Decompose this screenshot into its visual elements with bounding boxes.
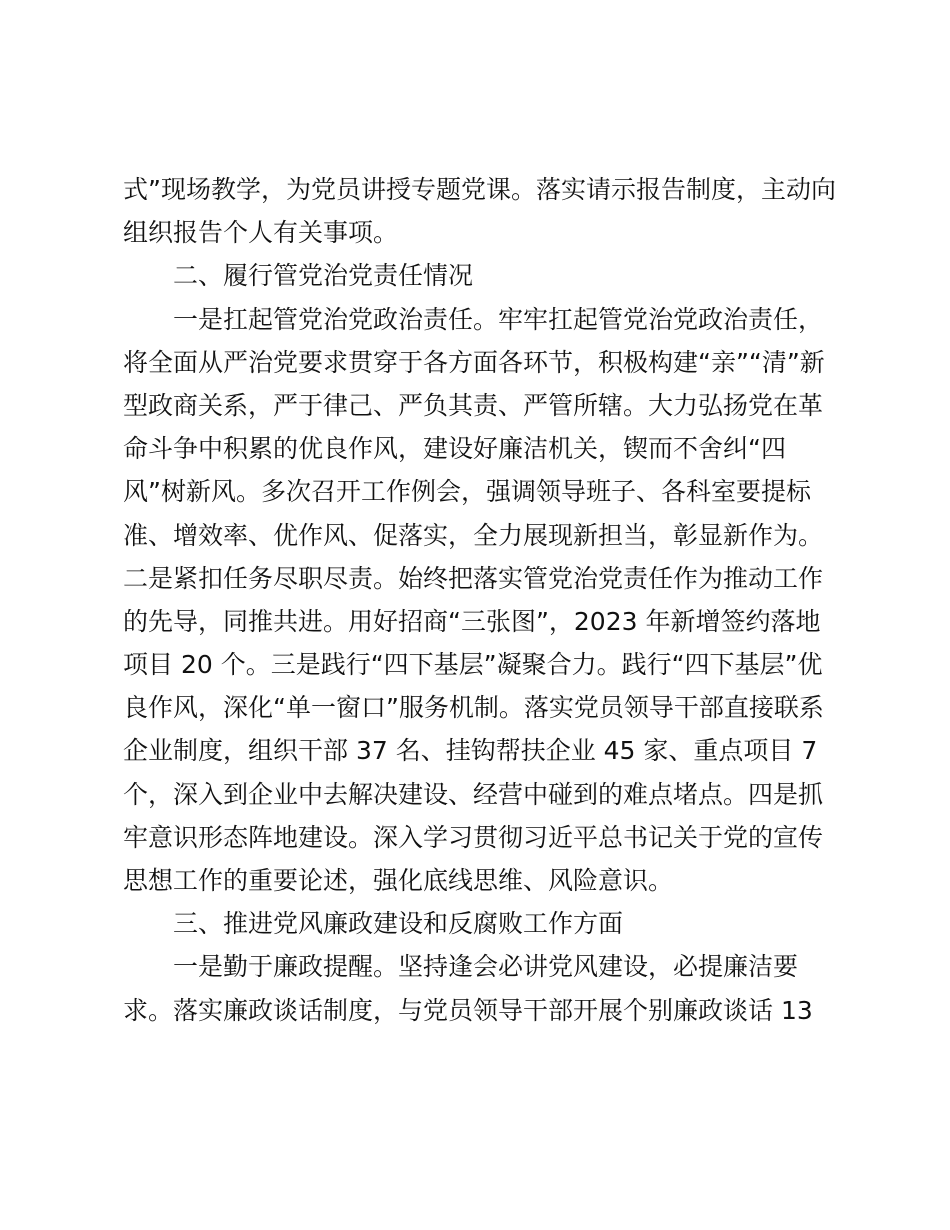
text-line: 良作风，深化“单一窗口”服务机制。落实党员领导干部直接联系 [123, 693, 824, 723]
text-line: 牢意识形态阵地建设。深入学习贯彻习近平总书记关于党的宣传 [123, 822, 824, 852]
text-line: 式”现场教学，为党员讲授专题党课。落实请示报告制度，主动向 [123, 175, 836, 204]
text-line: 个，深入到企业中去解决建设、经营中碰到的难点堵点。四是抓 [123, 779, 824, 809]
paragraph-start: 一是扛起管党治党政治责任。牢牢扛起管党治党政治责任， [173, 304, 824, 334]
text-line: 项目 20 个。三是践行“四下基层”凝聚合力。践行“四下基层”优 [123, 650, 823, 680]
document-body [123, 168, 836, 1032]
text-line: 将全面从严治党要求贯穿于各方面各环节，积极构建“亲”“清”新 [123, 347, 825, 377]
text-line: 思想工作的重要论述，强化底线思维、风险意识。 [123, 866, 674, 895]
text-line: 准、增效率、优作风、促落实，全力展现新担当，彰显新作为。 [123, 520, 824, 550]
text-line: 求。落实廉政谈话制度，与党员领导干部开展个别廉政谈话 13 [123, 995, 813, 1025]
text-line: 组织报告个人有关事项。 [123, 218, 399, 248]
text-line: 二是紧扣任务尽职尽责。始终把落实管党治党责任作为推动工作 [123, 563, 824, 593]
text-line: 命斗争中积累的优良作风，建设好廉洁机关，锲而不舍纠“四 [123, 434, 786, 464]
text-line: 型政商关系，严于律己、严负其责、严管所辖。大力弘扬党在革 [123, 390, 824, 420]
section-heading: 二、履行管党治党责任情况 [173, 261, 474, 291]
text-line: 的先导，同推共进。用好招商“三张图”，2023 年新增签约落地 [123, 606, 821, 636]
section-heading: 三、推进党风廉政建设和反腐败工作方面 [173, 909, 624, 939]
text-line: 企业制度，组织干部 37 名、挂钩帮扶企业 45 家、重点项目 7 [123, 736, 818, 766]
text-line: 风”树新风。多次召开工作例会，强调领导班子、各科室要提标 [123, 477, 811, 507]
paragraph-start: 一是勤于廉政提醒。坚持逢会必讲党风建设，必提廉洁要 [173, 952, 799, 982]
